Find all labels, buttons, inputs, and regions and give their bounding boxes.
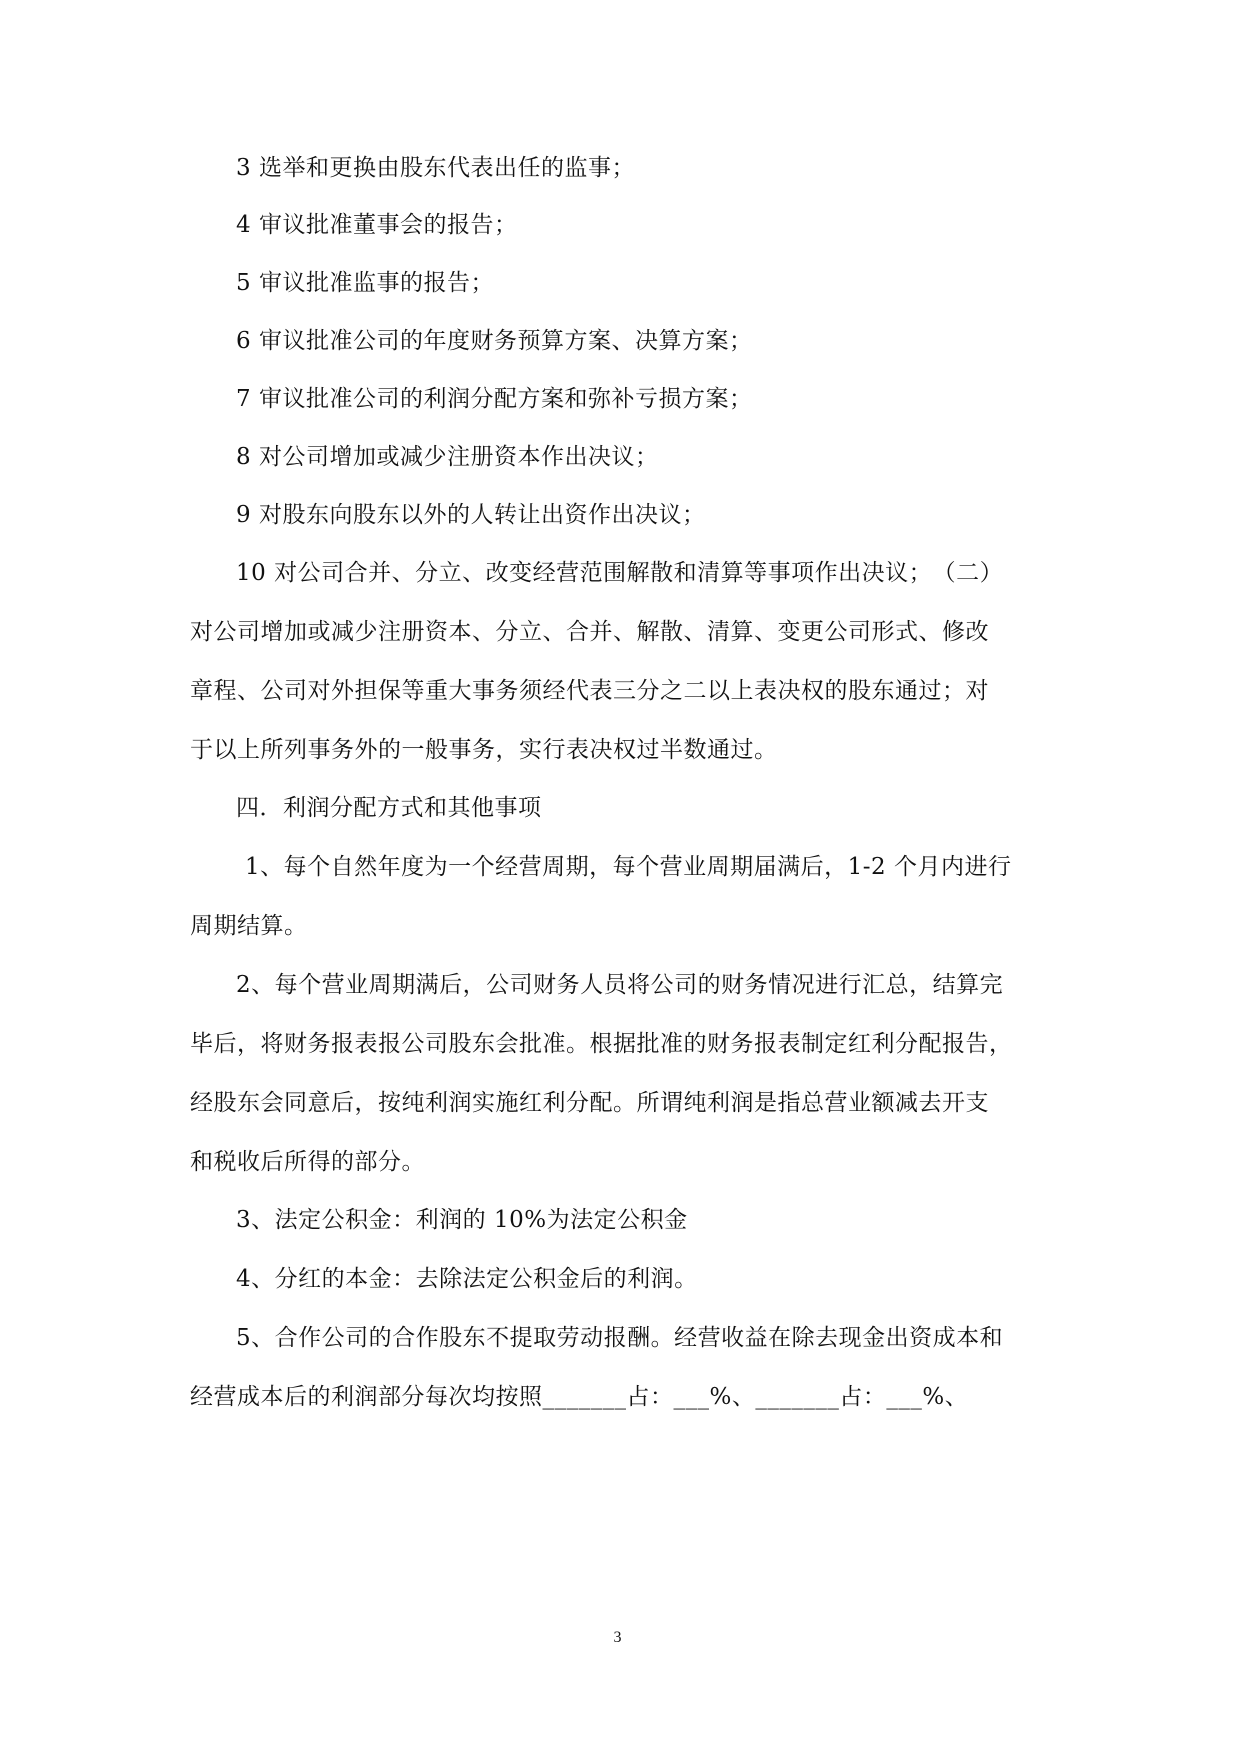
list-item-5: 5 审议批准监事的报告； <box>236 270 494 296</box>
paragraph-line: 5、合作公司的合作股东不提取劳动报酬。经营收益在除去现金出资成本和 <box>236 1325 1004 1351</box>
paragraph-line: 和税收后所得的部分。 <box>190 1149 425 1175</box>
paragraph-line: 周期结算。 <box>190 913 308 939</box>
paragraph-line: 2、每个营业周期满后，公司财务人员将公司的财务情况进行汇总，结算完 <box>236 972 1004 998</box>
list-item-3: 3 选举和更换由股东代表出任的监事； <box>236 155 635 181</box>
paragraph-line: 章程、公司对外担保等重大事务须经代表三分之二以上表决权的股东通过；对 <box>190 678 989 704</box>
paragraph-line: 毕后，将财务报表报公司股东会批准。根据批准的财务报表制定红利分配报告， <box>190 1031 1013 1057</box>
list-item-6: 6 审议批准公司的年度财务预算方案、决算方案； <box>236 328 753 354</box>
list-item-9: 9 对股东向股东以外的人转让出资作出决议； <box>236 502 706 528</box>
paragraph-line: 4、分红的本金：去除法定公积金后的利润。 <box>236 1266 698 1292</box>
list-item-4: 4 审议批准董事会的报告； <box>236 212 518 238</box>
paragraph-line: 于以上所列事务外的一般事务，实行表决权过半数通过。 <box>190 737 778 763</box>
paragraph-line: 经营成本后的利润部分每次均按照_______占：___%、_______占：___%、 <box>190 1384 969 1410</box>
list-item-10: 10 对公司合并、分立、改变经营范围解散和清算等事项作出决议； （二） <box>236 560 1004 586</box>
paragraph-line: 对公司增加或减少注册资本、分立、合并、解散、清算、变更公司形式、修改 <box>190 619 989 645</box>
list-item-7: 7 审议批准公司的利润分配方案和弥补亏损方案； <box>236 386 753 412</box>
paragraph-line: 1、每个自然年度为一个经营周期，每个营业周期届满后，1-2 个月内进行 <box>245 854 1012 880</box>
page-number: 3 <box>613 1629 622 1646</box>
paragraph-line: 3、法定公积金：利润的 10%为法定公积金 <box>236 1207 688 1233</box>
paragraph-line: 经股东会同意后，按纯利润实施红利分配。所谓纯利润是指总营业额减去开支 <box>190 1090 989 1116</box>
list-item-8: 8 对公司增加或减少注册资本作出决议； <box>236 444 659 470</box>
section-heading: 四．利润分配方式和其他事项 <box>236 795 542 821</box>
